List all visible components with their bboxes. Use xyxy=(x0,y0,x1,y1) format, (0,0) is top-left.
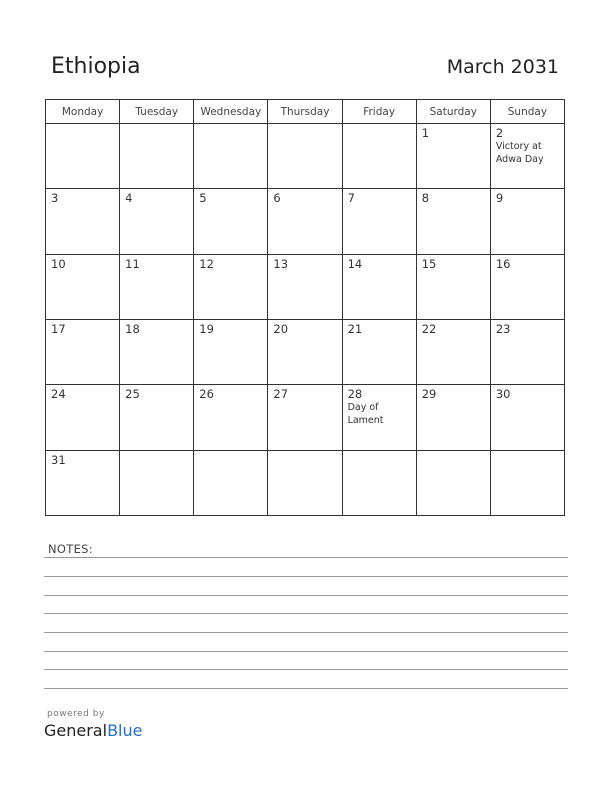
weekday-header-row xyxy=(46,100,565,124)
day-cell xyxy=(268,124,342,189)
month-year-title: March 2031 xyxy=(446,56,559,78)
day-cell xyxy=(342,254,416,319)
day-cell xyxy=(342,319,416,384)
day-cell xyxy=(342,385,416,450)
day-cell xyxy=(490,124,564,189)
country-title: Ethiopia xyxy=(51,54,141,79)
notes-line xyxy=(44,576,568,577)
day-number: 7 xyxy=(347,191,355,206)
week-row-3 xyxy=(46,254,565,319)
day-cell xyxy=(268,254,342,319)
day-cell xyxy=(416,385,490,450)
notes-line xyxy=(44,688,568,689)
week-row-5 xyxy=(46,385,565,450)
day-cell xyxy=(416,450,490,515)
day-cell xyxy=(120,450,194,515)
day-cell xyxy=(342,189,416,254)
day-cell xyxy=(416,254,490,319)
holiday-label: Victory at Adwa Day xyxy=(495,141,544,165)
day-cell xyxy=(46,450,120,515)
week-row-4 xyxy=(46,319,565,384)
day-cell xyxy=(194,319,268,384)
day-number: 21 xyxy=(347,321,363,336)
day-cell xyxy=(194,450,268,515)
weekday-monday: Monday xyxy=(46,100,120,124)
day-cell xyxy=(490,319,564,384)
day-cell xyxy=(490,254,564,319)
day-cell xyxy=(120,189,194,254)
day-cell xyxy=(120,254,194,319)
day-number: 20 xyxy=(273,321,289,336)
day-cell xyxy=(268,189,342,254)
generalblue-logo xyxy=(44,721,142,740)
day-number: 9 xyxy=(495,191,504,206)
day-cell xyxy=(46,124,120,189)
day-cell xyxy=(268,319,342,384)
weekday-friday: Friday xyxy=(342,100,416,124)
day-number: 16 xyxy=(495,256,511,271)
week-row-6 xyxy=(46,450,565,515)
day-number: 2 xyxy=(495,126,504,140)
day-number: 30 xyxy=(495,387,511,402)
day-number: 19 xyxy=(199,321,214,336)
day-number: 3 xyxy=(51,191,59,206)
day-cell xyxy=(46,319,120,384)
day-number: 22 xyxy=(421,321,437,336)
day-number: 15 xyxy=(421,256,437,271)
day-cell xyxy=(416,124,490,189)
day-cell xyxy=(194,385,268,450)
day-cell xyxy=(194,189,268,254)
day-cell xyxy=(194,254,268,319)
day-cell xyxy=(268,450,342,515)
powered-by-text: powered by xyxy=(47,709,105,719)
notes-line xyxy=(44,651,568,652)
day-cell xyxy=(416,189,490,254)
holiday-label: Day of Lament xyxy=(347,402,384,426)
day-number: 4 xyxy=(125,191,133,206)
day-cell xyxy=(490,385,564,450)
day-number: 8 xyxy=(421,191,430,206)
day-number: 26 xyxy=(199,387,214,402)
weekday-sunday: Sunday xyxy=(490,100,564,124)
day-cell xyxy=(342,124,416,189)
weekday-wednesday: Wednesday xyxy=(194,100,268,124)
day-number: 31 xyxy=(51,452,66,467)
day-cell xyxy=(120,319,194,384)
week-row-1 xyxy=(46,124,565,189)
notes-line xyxy=(44,632,568,633)
notes-line xyxy=(44,669,568,670)
notes-line xyxy=(44,595,568,596)
day-number: 28 xyxy=(347,387,363,402)
day-number: 13 xyxy=(273,256,289,271)
notes-line xyxy=(44,613,568,614)
day-cell xyxy=(416,319,490,384)
day-number: 14 xyxy=(347,256,363,271)
day-number: 25 xyxy=(125,387,140,402)
weekday-thursday: Thursday xyxy=(268,100,342,124)
day-cell xyxy=(46,254,120,319)
day-number: 29 xyxy=(421,387,437,402)
day-number: 5 xyxy=(199,191,207,206)
day-cell xyxy=(490,189,564,254)
calendar-grid xyxy=(45,99,565,516)
day-number: 11 xyxy=(125,256,140,271)
logo-general: General xyxy=(44,721,108,740)
day-cell xyxy=(490,450,564,515)
notes-label: NOTES: xyxy=(48,542,93,556)
day-cell xyxy=(194,124,268,189)
day-number: 23 xyxy=(495,321,511,336)
day-cell xyxy=(342,450,416,515)
day-cell xyxy=(46,189,120,254)
day-number: 24 xyxy=(51,387,66,402)
day-number: 6 xyxy=(273,191,281,206)
day-cell xyxy=(120,385,194,450)
day-cell xyxy=(46,385,120,450)
day-number: 17 xyxy=(51,321,66,336)
day-cell xyxy=(268,385,342,450)
day-number: 18 xyxy=(125,321,140,336)
weekday-tuesday: Tuesday xyxy=(120,100,194,124)
day-number: 1 xyxy=(421,126,430,140)
logo-blue: Blue xyxy=(107,721,143,740)
day-number: 10 xyxy=(51,256,66,271)
notes-line xyxy=(44,557,568,558)
day-number: 27 xyxy=(273,387,289,402)
week-row-2 xyxy=(46,189,565,254)
weekday-saturday: Saturday xyxy=(416,100,490,124)
day-cell xyxy=(120,124,194,189)
day-number: 12 xyxy=(199,256,214,271)
